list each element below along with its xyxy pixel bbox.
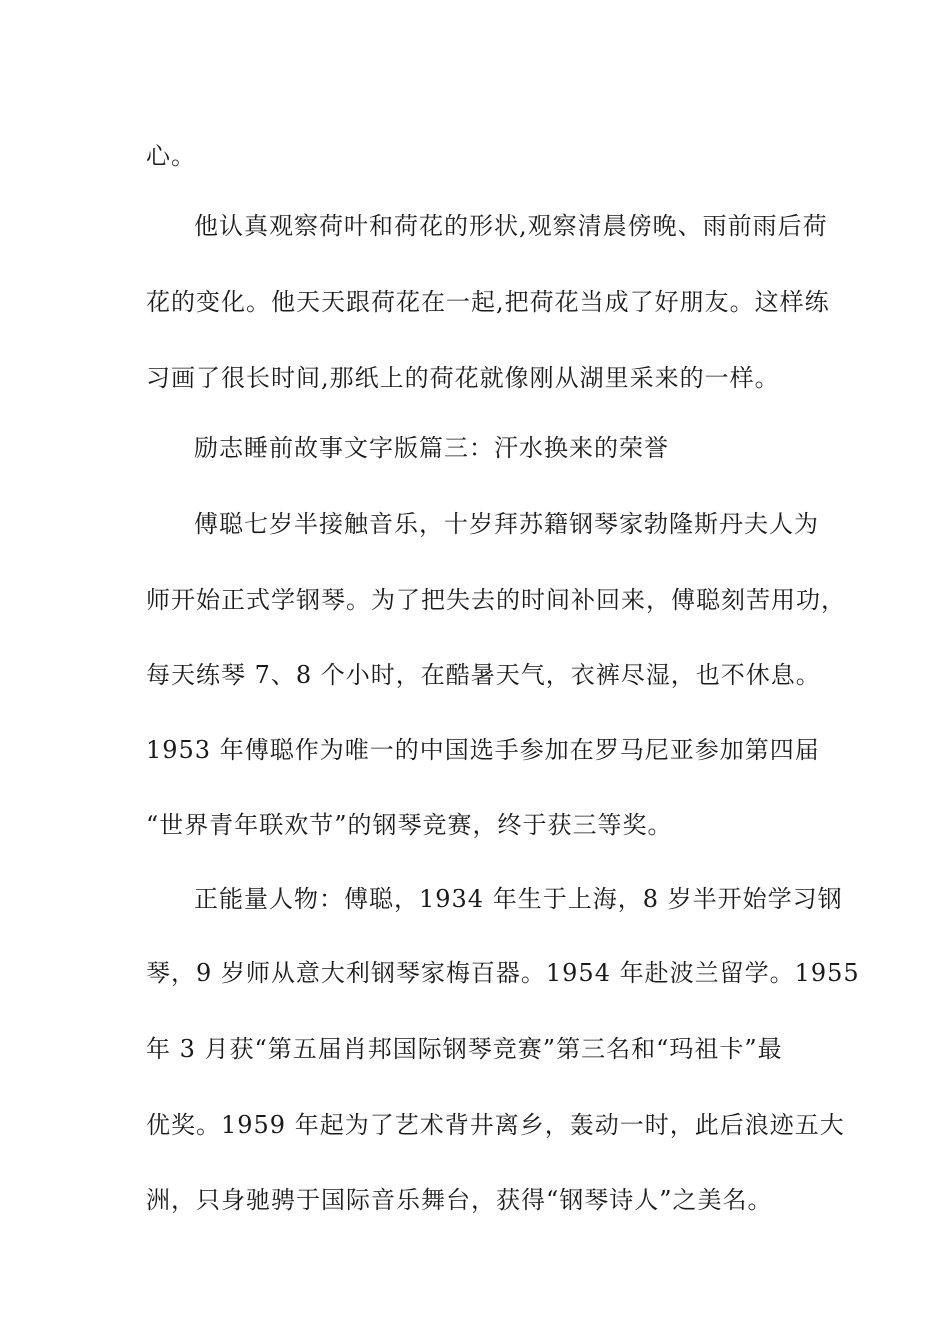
text-line: 洲，只身驰骋于国际音乐舞台，获得“钢琴诗人”之美名。 bbox=[146, 1186, 773, 1214]
text-line: 每天练琴 7、8 个小时，在酷暑天气，衣裤尽湿，也不休息。 bbox=[146, 661, 821, 689]
text-line: 习画了很长时间,那纸上的荷花就像刚从湖里采来的一样。 bbox=[146, 364, 780, 392]
section-heading: 励志睡前故事文字版篇三：汗水换来的荣誉 bbox=[194, 434, 669, 462]
paragraph-start: 正能量人物：傅聪，1934 年生于上海，8 岁半开始学习钢 bbox=[194, 885, 843, 913]
text-line: 师开始正式学钢琴。为了把失去的时间补回来，傅聪刻苦用功， bbox=[146, 586, 846, 614]
text-line: 心。 bbox=[146, 142, 196, 170]
text-line: 年 3 月获“第五届肖邦国际钢琴竞赛”第三名和“玛祖卡”最 bbox=[146, 1035, 783, 1063]
text-line: 琴，9 岁师从意大利钢琴家梅百器。1954 年赴波兰留学。1955 bbox=[146, 959, 860, 987]
text-line: 1953 年傅聪作为唯一的中国选手参加在罗马尼亚参加第四届 bbox=[146, 736, 820, 764]
text-line: 花的变化。他天天跟荷花在一起,把荷花当成了好朋友。这样练 bbox=[146, 288, 830, 316]
text-line: 优奖。1959 年起为了艺术背井离乡，轰动一时，此后浪迹五大 bbox=[146, 1111, 845, 1139]
paragraph-start: 他认真观察荷叶和荷花的形状,观察清晨傍晚、雨前雨后荷 bbox=[194, 212, 828, 240]
text-line: “世界青年联欢节”的钢琴竞赛，终于获三等奖。 bbox=[146, 811, 673, 839]
paragraph-start: 傅聪七岁半接触音乐，十岁拜苏籍钢琴家勃隆斯丹夫人为 bbox=[194, 510, 819, 538]
